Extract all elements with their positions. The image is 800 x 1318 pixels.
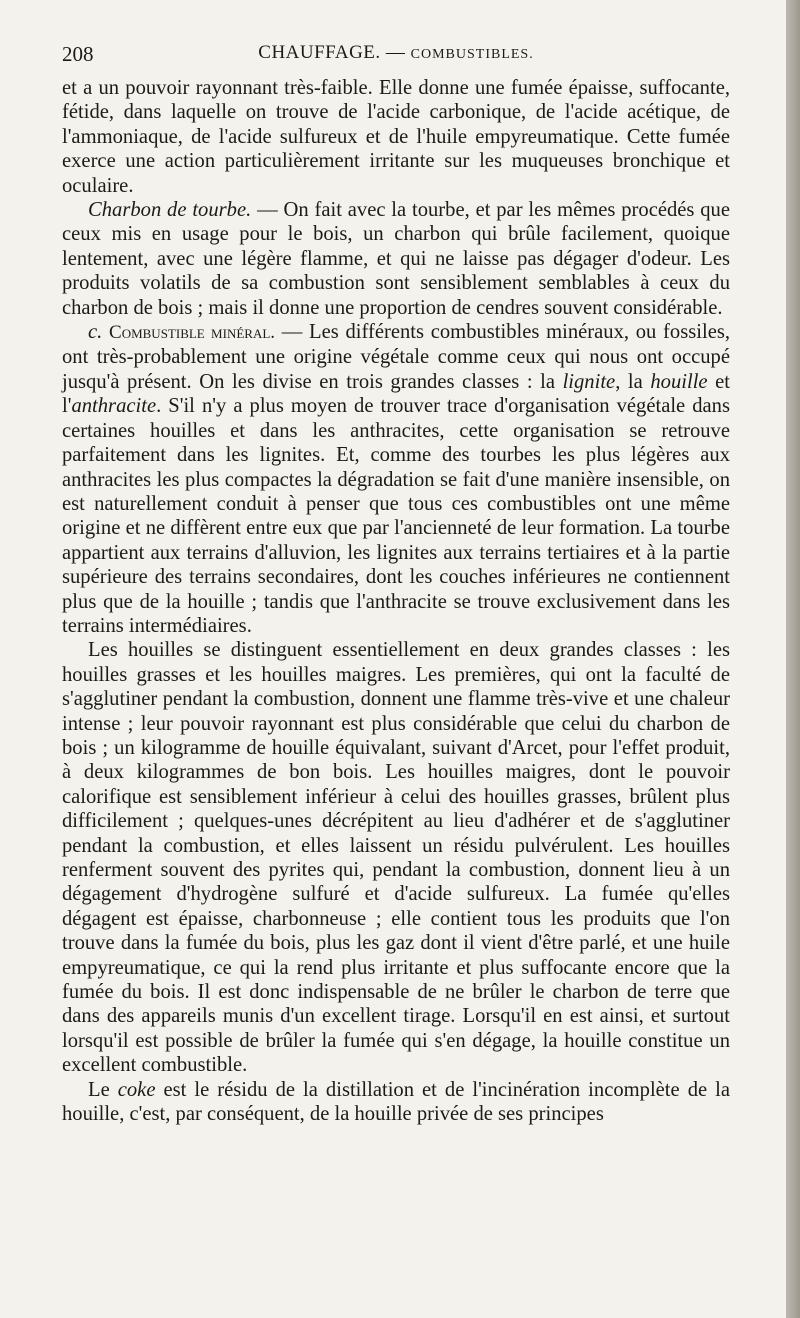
paragraph-3 [62, 320, 730, 638]
page-edge [786, 0, 800, 1318]
page-body [62, 76, 730, 1126]
term-coke: coke [117, 1078, 156, 1101]
paragraph-3-text-a: — Les différents combustibles minéraux, ou fossiles, ont très-probablement une origine végétale comme ceux qui nous ont occupé jusqu'à présent. On les divise en trois grandes classes : la [62, 321, 730, 393]
running-title [62, 42, 730, 64]
term-anthracite: anthracite [71, 395, 157, 418]
paragraph-5 [62, 1078, 730, 1127]
running-title-sub: COMBUSTIBLES. [410, 47, 534, 62]
paragraph-3-letter: c. [88, 321, 103, 344]
page-number: 208 [62, 42, 94, 66]
paragraph-3-text-b: , la [615, 370, 651, 393]
paragraph-4: Les houilles se distinguent essentiellement en deux grandes classes : les houilles grasses et les houilles maigres. Les premières, qui ont la faculté de s'agglutiner pendant la combustion, donnent une flamme très-vive et une chaleur intense ; leur pouvoir rayonnant est plus considérable que celui du charbon de bois ; un kilogramme de houille équivalant, suivant d'Arcet, pour l'effet produit, à deux kilogrammes de bon bois. Les houilles maigres, dont le pouvoir calorifique est sensiblement inférieur à celui des houilles grasses, brûlent plus difficilement ; quelques-unes décrépitent au lieu d'adhérer et de s'agglutiner pendant la combustion, et elles laissent un résidu pulvérulent. Les houilles renferment souvent des pyrites qui, pendant la combustion, donnent lieu à un dégagement d'hydrogène sulfuré et d'acide sulfureux. La fumée qu'elles dégagent est épaisse, charbonneuse ; elle contient tous les produits que l'on trouve dans la fumée du bois, plus les gaz dont il vient d'être parlé, et une huile empyreumatique, ce qui la rend plus irritante et plus suffocante encore que la fumée du bois. Il est donc indispensable de ne brûler le charbon de terre que dans des appareils munis d'un excellent tirage. Lorsqu'il en est ainsi, et surtout lorsqu'il est possible de brûler la fumée qui s'en dégage, la houille constitue un excellent combustible. [62, 639, 730, 1077]
page-header [62, 42, 730, 72]
paragraph-1: et a un pouvoir rayonnant très-faible. Elle donne une fumée épaisse, suffocante, fétide, dans laquelle on trouve de l'acide carbonique, de l'acide acétique, de l'ammoniaque, de l'acide sulfureux et de l'huile empyreumatique. Cette fumée exerce une action particulièrement irritante sur les muqueuses bronchique et oculaire. [62, 77, 730, 197]
paragraph-2-text: — On fait avec la tourbe, et par les mêmes procédés que ceux mis en usage pour le bois, un charbon qui brûle facilement, quoique lentement, avec une légère flamme, et qui ne laisse pas dégager d'odeur. Les produits volatils de sa combustion sont sensiblement semblables à ceux du charbon de bois ; mais il donne une proportion de cendres souvent considérable. [62, 199, 730, 319]
paragraph-2-heading: Charbon de tourbe. [88, 199, 252, 222]
paragraph-5-text-a: Le [88, 1078, 118, 1101]
paragraph-3-heading: Combustible minéral. [109, 322, 276, 344]
term-lignite: lignite [562, 370, 616, 393]
term-houille: houille [650, 370, 708, 393]
paragraph-2 [62, 198, 730, 320]
running-title-main: CHAUFFAGE. — [258, 42, 406, 63]
paragraph-3-text-c: et l' [62, 370, 731, 418]
paragraph-5-text-b: est le résidu de la distillation et de l'incinération incomplète de la houille, c'est, par conséquent, de la houille privée de ses principes [62, 1078, 731, 1126]
paragraph-3-text-d: . S'il n'y a plus moyen de trouver trace d'organisation végétale dans certaines houilles et dans les anthracites, cette organisation se retrouve parfaitement dans les lignites. Et, comme des tourbes les plus légères aux anthracites les plus compactes la dégradation se fait d'une manière insensible, on est naturellement conduit à penser que tous ces combustibles ont une même origine et ne diffèrent entre eux que par l'ancienneté de leur formation. La tourbe appartient aux terrains d'alluvion, les lignites aux terrains tertiaires et à la partie supérieure des terrains secondaires, dont les couches inférieures ne contiennent plus que de la houille ; tandis que l'anthracite se trouve exclusivement dans les terrains intermédiaires. [62, 395, 730, 637]
